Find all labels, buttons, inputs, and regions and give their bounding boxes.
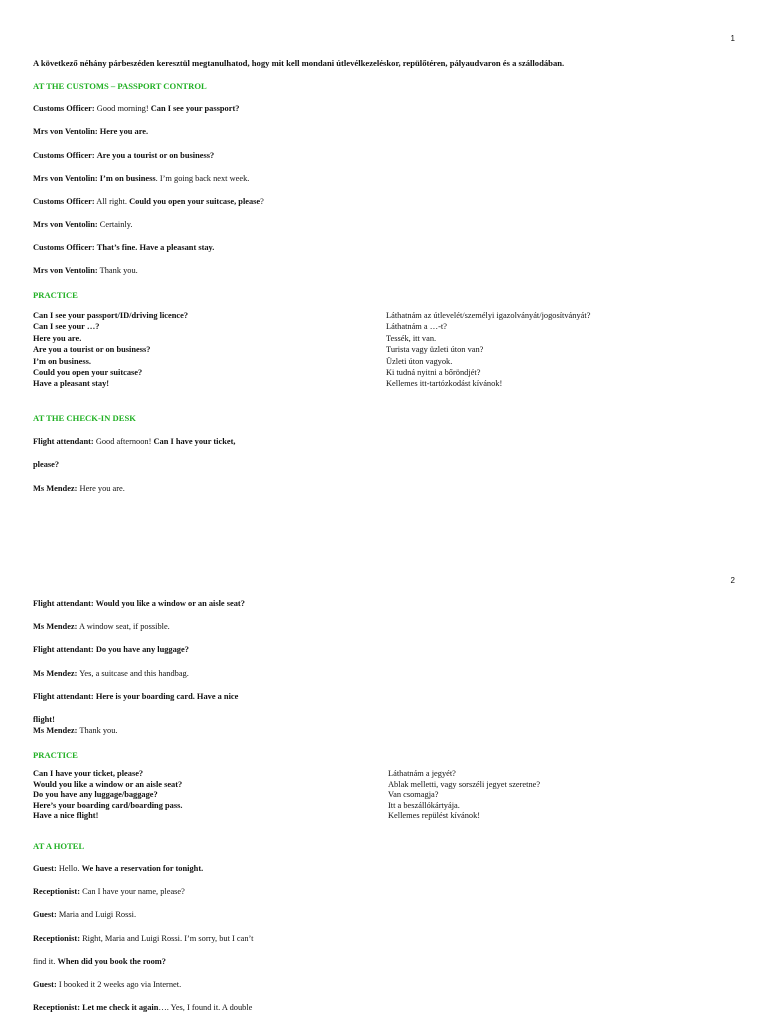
dialog-line: Receptionist: Right, Maria and Luigi Rossi. I’m sorry, but I can’t	[33, 934, 254, 943]
list-item: Can I see your …?	[33, 322, 100, 332]
dialog-line: Mrs von Ventolin: I’m on business. I’m going back next week.	[33, 174, 250, 183]
list-item: Have a pleasant stay!	[33, 379, 110, 389]
dialog-line: Ms Mendez: Here you are.	[33, 484, 125, 493]
list-item: Turista vagy üzleti úton van?	[386, 345, 484, 355]
dialog-line: Ms Mendez: Thank you.	[33, 726, 118, 735]
section-heading-practice: PRACTICE	[33, 290, 78, 300]
page-number: 1	[730, 34, 735, 43]
dialog-line: Flight attendant: Here is your boarding card. Have a nice	[33, 692, 239, 701]
dialog-line-continuation: find it. When did you book the room?	[33, 957, 166, 966]
list-item: Kellemes itt-tartózkodást kívánok!	[386, 379, 503, 389]
practice-english-list	[33, 310, 188, 390]
list-item: Are you a tourist or on business?	[33, 345, 151, 355]
page-number: 2	[730, 576, 735, 585]
section-heading-hotel: AT A HOTEL	[33, 841, 85, 851]
section-heading-checkin: AT THE CHECK-IN DESK	[33, 413, 136, 423]
section-heading-practice: PRACTICE	[33, 750, 78, 760]
list-item: Have a nice flight!	[33, 811, 99, 821]
list-item: Here’s your boarding card/boarding pass.	[33, 800, 183, 810]
dialog-line: Receptionist: Can I have your name, please?	[33, 887, 185, 896]
dialog-line: Customs Officer: All right. Could you open your suitcase, please?	[33, 197, 264, 206]
dialog-line: Guest: I booked it 2 weeks ago via Internet.	[33, 980, 182, 989]
dialog-line-continuation: please?	[33, 460, 60, 469]
list-item: Ki tudná nyitni a bőröndjét?	[386, 367, 481, 377]
list-item: Can I have your ticket, please?	[33, 769, 144, 778]
dialog-line: Ms Mendez: A window seat, if possible.	[33, 622, 170, 631]
list-item: Can I see your passport/ID/driving licence?	[33, 311, 189, 320]
list-item: Ablak melletti, vagy sorszéli jegyet szeretne?	[388, 779, 541, 789]
intro-text: A következő néhány párbeszéden keresztül megtanulhatod, hogy mit kell mondani útlevélkezeléskor, repülőtéren, pályaudvaron és a szállodában.	[33, 58, 565, 68]
list-item: Tessék, itt van.	[386, 333, 437, 343]
dialog-line: Mrs von Ventolin: Thank you.	[33, 266, 138, 275]
practice-hungarian-list	[386, 310, 590, 390]
list-item: Itt a beszállókártyája.	[388, 800, 460, 810]
dialog-line: Guest: Hello. We have a reservation for tonight.	[33, 864, 204, 873]
dialog-line-continuation: flight!	[33, 715, 55, 724]
practice-hungarian-list	[388, 769, 540, 822]
dialog-line: Flight attendant: Good afternoon! Can I have your ticket,	[33, 437, 236, 446]
practice-english-list	[33, 769, 182, 822]
dialog-line: Customs Officer: That’s fine. Have a pleasant stay.	[33, 243, 215, 252]
list-item: Láthatnám az útlevelét/személyi igazolványát/jogosítványát?	[386, 311, 591, 320]
list-item: Kellemes repülést kívánok!	[388, 811, 481, 821]
list-item: Üzleti úton vagyok.	[386, 356, 453, 366]
list-item: Would you like a window or an aisle seat?	[33, 779, 183, 789]
list-item: Láthatnám a jegyét?	[388, 769, 456, 778]
list-item: Could you open your suitcase?	[33, 367, 143, 377]
list-item: Van csomagja?	[388, 790, 439, 800]
dialog-line: Customs Officer: Are you a tourist or on business?	[33, 151, 215, 160]
section-heading-customs: AT THE CUSTOMS – PASSPORT CONTROL	[33, 81, 207, 91]
dialog-line: Customs Officer: Good morning! Can I see your passport?	[33, 104, 240, 113]
dialog-line: Ms Mendez: Yes, a suitcase and this handbag.	[33, 669, 189, 678]
dialog-line: Mrs von Ventolin: Certainly.	[33, 220, 133, 229]
dialog-line: Flight attendant: Would you like a window or an aisle seat?	[33, 599, 245, 608]
list-item: Láthatnám a …-t?	[386, 322, 447, 332]
list-item: Here you are.	[33, 333, 82, 343]
dialog-line: Guest: Maria and Luigi Rossi.	[33, 910, 137, 919]
list-item: I’m on business.	[33, 356, 91, 366]
dialog-line: Receptionist: Let me check it again…. Yes, I found it. A double	[33, 1003, 253, 1012]
dialog-line: Mrs von Ventolin: Here you are.	[33, 127, 149, 136]
list-item: Do you have any luggage/baggage?	[33, 790, 158, 800]
dialog-line: Flight attendant: Do you have any luggage?	[33, 645, 189, 654]
